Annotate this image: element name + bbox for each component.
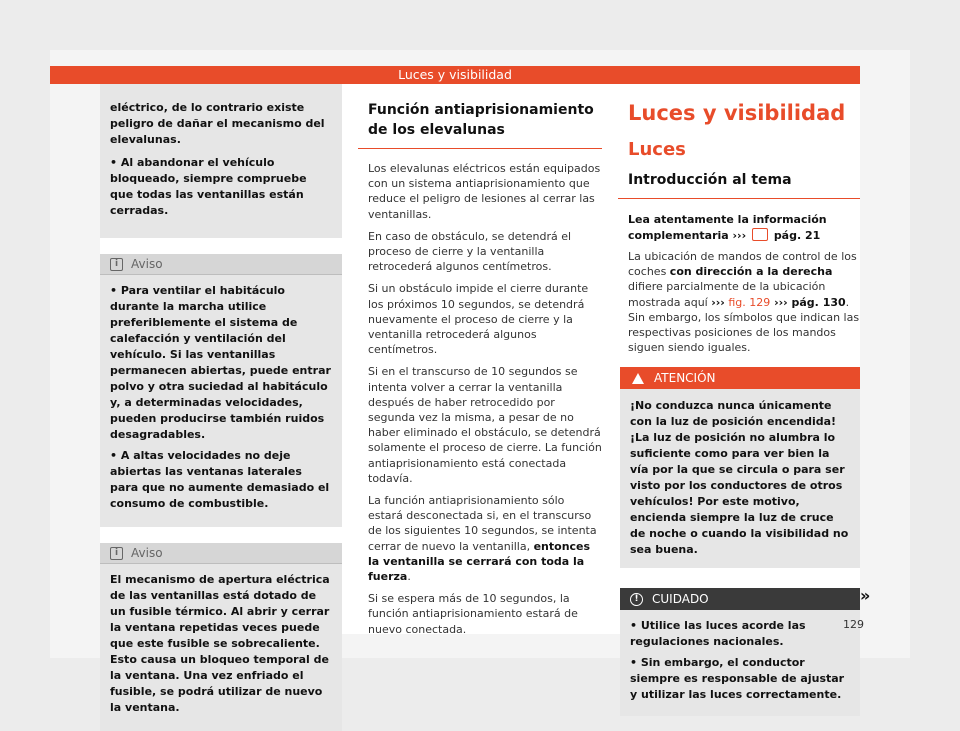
page-reference-link[interactable]: ››› pág. 130	[770, 295, 846, 309]
info-icon: i	[110, 547, 123, 560]
chapter-title: Luces y visibilidad	[628, 101, 846, 125]
section-title: Luces	[628, 139, 686, 160]
caution-item: • Sin embargo, el conductor siempre es responsable de ajustar y utilizar las luces correctamente.	[630, 656, 845, 702]
note-body	[100, 564, 342, 731]
column-middle	[358, 84, 602, 644]
column-right	[618, 84, 860, 716]
info-icon: i	[110, 258, 123, 271]
figure-reference-link[interactable]: fig. 129	[724, 295, 771, 309]
caution-header	[620, 588, 860, 610]
warning-text: ¡No conduzca nunca únicamente con la luz de posición encendida! ¡La luz de posición no alumbra lo suficiente como para ver bien la vía por la que se circula o para ser visto por los conductores de otros vehículos! Por este motivo, encienda siempre la luz de cruce de noche o cuando la visibilidad no sea buena.	[630, 399, 849, 557]
note-title: Aviso	[131, 257, 163, 271]
figure-arrows: ›››	[711, 295, 725, 309]
intro-text-1: eléctrico, de lo contrario existe peligro de dañar el mecanismo del elevalunas.	[110, 101, 325, 146]
page-number: 129	[843, 618, 864, 631]
lead-text-body: Lea atentamente la información complementaria ›››	[628, 213, 827, 242]
caution-box	[620, 588, 860, 716]
column-left	[100, 84, 342, 731]
continue-arrow-icon: »	[860, 586, 871, 605]
note-item: • Para ventilar el habitáculo durante la marcha utilice preferiblemente el sistema de calefacción y ventilación del vehículo. Si las ventanillas permanecen abiertas, puede entrar polvo y otra suciedad al habitáculo y, a determinadas velocidades, pueden producirse también ruidos desagradables.	[110, 284, 331, 441]
warning-title: ATENCIÓN	[654, 371, 716, 386]
note-text: El mecanismo de apertura eléctrica de las ventanillas está dotado de un fusible térmico. Al abrir y cerrar la ventana repetidas veces puede que este fusible se sobrecaliente. Esto causa un bloqueo temporal de la ventana. Una vez enfriado el fusible, se podrá utilizar de nuevo la ventana.	[110, 573, 330, 714]
note-box-fuse	[100, 543, 342, 731]
warning-body	[620, 389, 860, 568]
paragraph-emphasis: entonces la ventanilla se cerrará con toda la fuerza	[368, 539, 591, 584]
paragraph: Si en el transcurso de 10 segundos se intenta volver a cerrar la ventanilla después de haber retrocedido por segunda vez la misma, a pesar de no haber eliminado el obstáculo, se detendrá solamente el proceso de cierre. La función antiaprisionamiento está conectada todavía.	[368, 365, 602, 485]
paragraph-text: .	[407, 570, 411, 584]
paragraph-text: La función antiaprisionamiento sólo estará desconectada si, en el transcurso de los siguientes 10 segundos, se intenta cerrar de nuevo la ventanilla,	[368, 494, 597, 553]
page-content	[100, 84, 871, 714]
paragraph: Si se espera más de 10 segundos, la función antiaprisionamiento estará de nuevo conectada.	[368, 592, 578, 636]
paragraph	[358, 493, 602, 584]
header-bar	[50, 66, 860, 84]
section-title: Función antiaprisionamiento de los elevalunas	[358, 84, 602, 149]
note-title: Aviso	[131, 546, 163, 560]
note-item: • A altas velocidades no deje abiertas las ventanas laterales para que no aumente demasiado el consumo de combustible.	[110, 449, 330, 510]
header-title: Luces y visibilidad	[398, 67, 512, 82]
caution-body	[620, 610, 860, 716]
note-header	[100, 254, 342, 275]
note-header	[100, 543, 342, 564]
paragraph: Si un obstáculo impide el cierre durante los próximos 10 segundos, se detendrá nuevamente el proceso de cierre y la ventanilla retrocederá algunos centímetros.	[368, 282, 589, 357]
caution-item: • Utilice las luces acorde las regulaciones nacionales.	[630, 619, 806, 649]
warning-box	[620, 367, 860, 568]
paragraph-text: . Sin embargo, los símbolos que indican las respectivas posiciones de los mandos siguen siendo iguales.	[628, 295, 860, 355]
subsection-title: Introducción al tema	[618, 170, 860, 199]
page-reference-link[interactable]: pág. 21	[773, 228, 821, 242]
paragraph	[618, 249, 860, 355]
paragraph: Los elevalunas eléctricos están equipados con un sistema antiaprisionamiento que reduce el peligro de lesiones al cerrar las ventanillas.	[368, 162, 601, 221]
paragraph-text: La ubicación de mandos de control de los coches	[628, 250, 857, 279]
warning-header	[620, 367, 860, 389]
intro-continuation-box	[100, 84, 342, 238]
lead-text	[618, 212, 860, 243]
paragraph: En caso de obstáculo, se detendrá el proceso de cierre y la ventanilla retrocederá algunos centímetros.	[368, 229, 572, 274]
book-icon	[752, 228, 768, 241]
paragraph-emphasis: con dirección a la derecha	[669, 265, 833, 279]
caution-circle-icon: !	[630, 593, 643, 606]
intro-text-2: • Al abandonar el vehículo bloqueado, siempre compruebe que todas las ventanillas están cerradas.	[110, 156, 307, 217]
caution-title: CUIDADO	[652, 592, 709, 607]
warning-triangle-icon	[632, 373, 644, 384]
note-box-ventilation	[100, 254, 342, 527]
paragraph-text: difiere parcialmente de la ubicación mostrada aquí	[628, 280, 826, 309]
note-body	[100, 275, 342, 527]
